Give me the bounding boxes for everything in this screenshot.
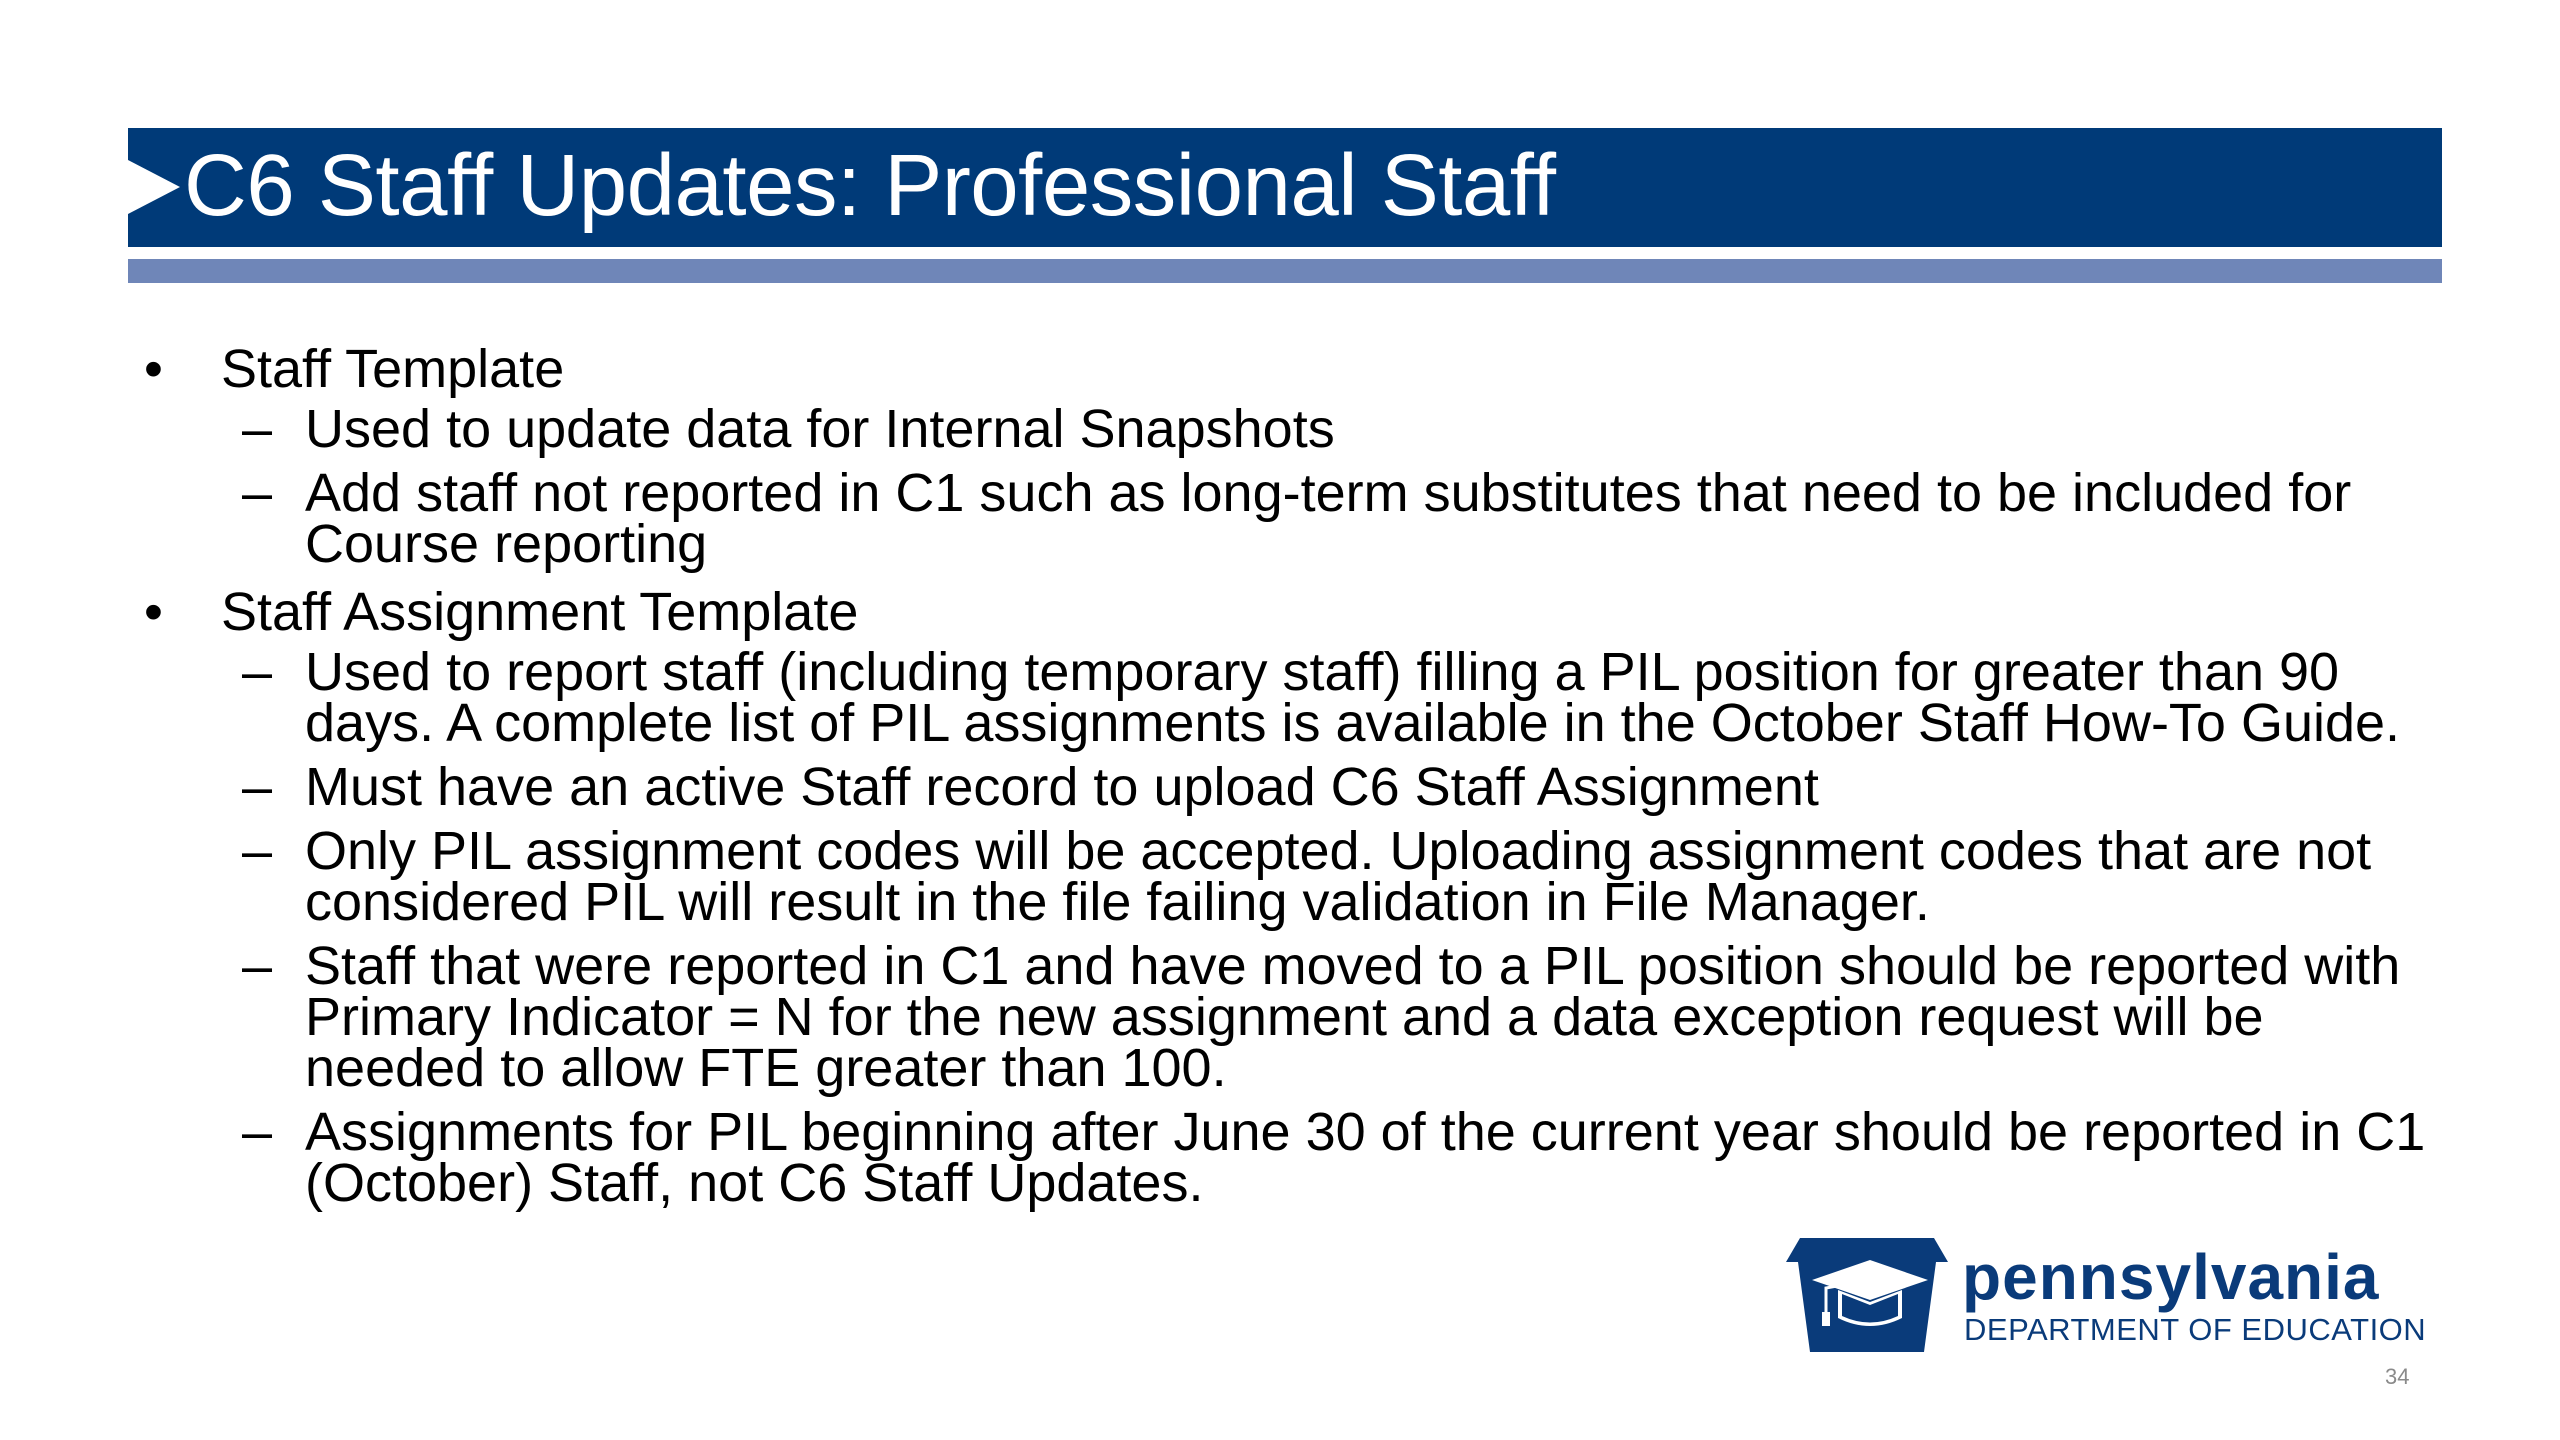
- sub-bullet-marker: –: [242, 821, 273, 881]
- title-underline-bar: [128, 259, 2442, 283]
- bullet-item: [140, 583, 2430, 641]
- sub-bullet-item: [140, 936, 2430, 1098]
- sub-bullet-marker: –: [242, 463, 273, 523]
- bullet-text: Staff Assignment Template: [221, 582, 859, 642]
- sub-bullet-text: Used to update data for Internal Snapshots: [305, 399, 1335, 459]
- sub-bullet-text: Staff that were reported in C1 and have moved to a PIL position should be reported with Primary Indicator = N for the new assignment and a data exception request will be needed to allow FTE greater than 100.: [305, 936, 2401, 1098]
- logo-department: DEPARTMENT OF EDUCATION: [1964, 1312, 2427, 1347]
- logo-wordmark: pennsylvania: [1962, 1241, 2380, 1313]
- keystone-graduation-cap-icon: [1786, 1232, 1948, 1357]
- sub-bullet-text: Only PIL assignment codes will be accepted. Uploading assignment codes that are not considered PIL will result in the file failing validation in File Manager.: [305, 821, 2372, 932]
- sub-bullet-marker: –: [242, 642, 273, 702]
- slide-title: C6 Staff Updates: Professional Staff: [184, 137, 1556, 234]
- sub-bullet-item: [140, 1102, 2430, 1213]
- sub-bullet-text: Add staff not reported in C1 such as long-term substitutes that need to be included for Course reporting: [305, 463, 2352, 574]
- sub-bullet-marker: –: [242, 1102, 273, 1162]
- sub-bullet-item: [140, 399, 2430, 459]
- sub-bullet-marker: –: [242, 399, 273, 459]
- sub-bullet-item: [140, 463, 2430, 574]
- bullet-text: Staff Template: [221, 339, 565, 399]
- bullet-item: [140, 340, 2430, 398]
- pa-education-logo: [1786, 1232, 2446, 1357]
- sub-bullet-item: [140, 642, 2430, 753]
- bullet-list: [140, 334, 2430, 1222]
- sub-bullet-text: Must have an active Staff record to upload C6 Staff Assignment: [305, 757, 1819, 817]
- sub-bullet-item: [140, 757, 2430, 817]
- sub-bullet-marker: –: [242, 936, 273, 996]
- page-number: 34: [2385, 1364, 2410, 1389]
- bullet-marker: •: [144, 339, 163, 399]
- title-arrow-icon: [128, 160, 180, 214]
- sub-bullet-text: Assignments for PIL beginning after June 30 of the current year should be reported in C1 (October) Staff, not C6 Staff Updates.: [305, 1102, 2426, 1213]
- bullet-marker: •: [144, 582, 163, 642]
- sub-bullet-item: [140, 821, 2430, 932]
- sub-bullet-marker: –: [242, 757, 273, 817]
- sub-bullet-text: Used to report staff (including temporary staff) filling a PIL position for greater than 90 days. A complete list of PIL assignments is available in the October Staff How-To Guide.: [305, 642, 2401, 753]
